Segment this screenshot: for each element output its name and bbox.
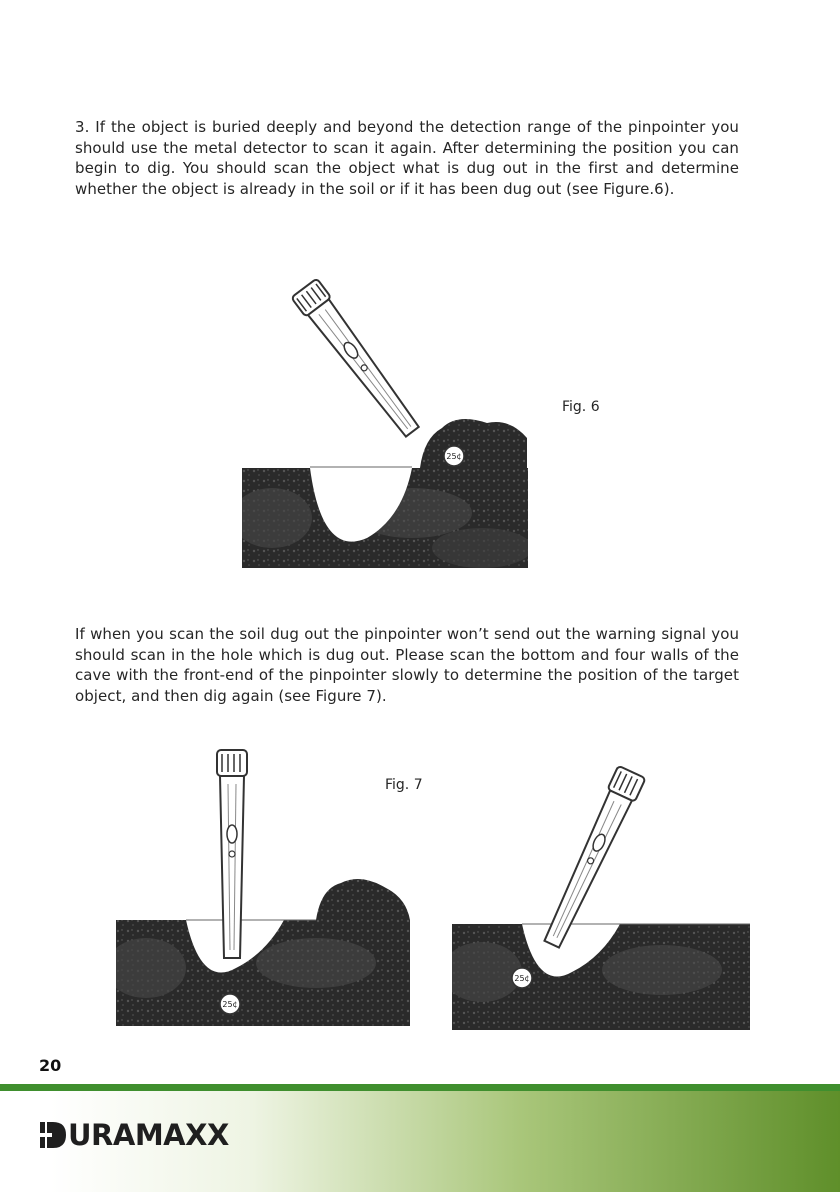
figure-7-caption: Fig. 7 bbox=[385, 777, 423, 793]
coin-label: 25¢ bbox=[514, 974, 530, 983]
brand-name: URAMAXX bbox=[68, 1117, 229, 1152]
figure-6-illustration bbox=[242, 268, 528, 568]
paragraph-step-3: 3. If the object is buried deeply and beyond the detection range of the pinpointer you should use the metal detector to scan it again. After determining the position you can begin to dig. You should scan the object what is dug out in the first and determine whether the object is already in the soil or if it has been dug out (see Figure.6). bbox=[75, 118, 739, 198]
paragraph-scan-hole: If when you scan the soil dug out the pinpointer won’t send out the warning signal you should scan in the hole which is dug out. Please scan the bottom and four walls of the cave with the front-end of the pinpointer slowly to determine the position of the target object, and then dig again (see Figure 7). bbox=[75, 625, 739, 705]
coin-label: 25¢ bbox=[446, 452, 462, 461]
figure-7-left-illustration bbox=[116, 748, 410, 1026]
pinpointer-device bbox=[538, 766, 645, 951]
page-number: 20 bbox=[39, 1056, 62, 1075]
duramaxx-logo bbox=[40, 1117, 229, 1153]
coin-label: 25¢ bbox=[222, 1000, 238, 1009]
soil-pile bbox=[316, 879, 410, 920]
figure-7-right-illustration bbox=[452, 760, 750, 1030]
brand-d-icon bbox=[40, 1122, 66, 1148]
footer-line bbox=[0, 1084, 840, 1091]
soil-pile bbox=[420, 419, 527, 468]
figure-6-caption: Fig. 6 bbox=[562, 399, 600, 415]
pinpointer-device bbox=[291, 278, 425, 441]
